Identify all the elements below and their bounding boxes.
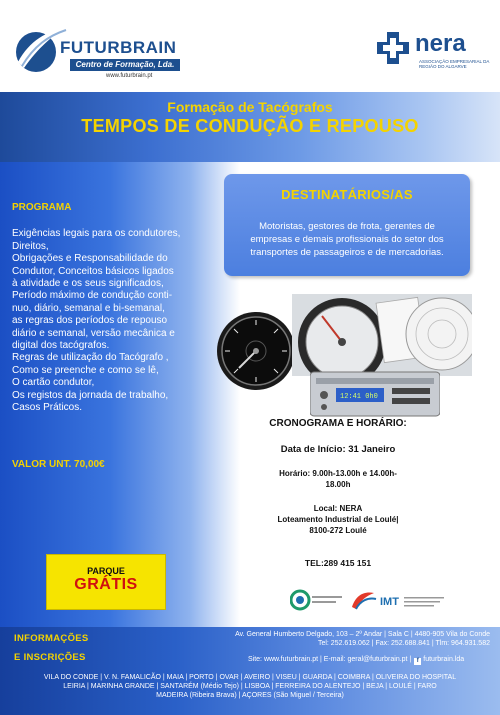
venue-line-2: Loteamento Industrial de Loulé|: [277, 515, 399, 524]
cronograma-heading: CRONOGRAMA E HORÁRIO:: [269, 418, 407, 429]
programa-line: Direitos,: [12, 240, 49, 252]
programa-line: Condutor, Conceitos básicos ligados: [12, 265, 174, 277]
programa-line: Exigências legais para os condutores,: [12, 228, 181, 240]
nera-cross-icon: [375, 30, 411, 66]
schedule-line-1: Horário: 9.00h-13.00h e 14.00h-: [279, 469, 397, 478]
destinatarios-line: empresas e demais profissionais do setor dos: [250, 234, 444, 245]
site-email-text[interactable]: Site: www.futurbrain.pt | E-mail: geral@futurbrain.pt |: [248, 656, 412, 663]
cities-line-3: MADEIRA (Ribeira Brava) | AÇORES (São Miguel / Terceira): [156, 692, 344, 699]
venue-line-1: Local: NERA: [313, 504, 363, 513]
programa-line: Período máximo de condução conti-: [12, 290, 173, 302]
programa-line: as regras dos períodos de repouso: [12, 315, 168, 327]
programa-line: à atividade e os seus significados,: [12, 278, 164, 290]
tachograph-gauge-image: [215, 310, 297, 392]
header: [0, 0, 500, 90]
programa-line: nuo, diário, semanal e bi-semanal,: [12, 302, 165, 314]
venue-line-3: 8100-272 Loulé: [309, 526, 367, 535]
programa-line: digital dos tacógrafos.: [12, 340, 110, 352]
certification-logos: [290, 587, 450, 613]
svg-text:12:41 0h0: 12:41 0h0: [340, 393, 378, 401]
title-band: [0, 92, 500, 162]
cities-line-1: VILA DO CONDE | V. N. FAMALICÃO | MAIA | PORTO | OVAR | AVEIRO | VISEU | GUARDA | COIMBRA | OLIVEIRA DO HOSPITAL: [43, 674, 457, 681]
destinatarios-line: Motoristas, gestores de frota, gerentes de: [259, 221, 435, 232]
svg-text:IMT: IMT: [380, 596, 399, 608]
tachograph-disc-image: [292, 294, 472, 376]
contact-phone: TEL:289 415 151: [304, 558, 372, 568]
futurbrain-subtitle: Centro de Formação, Lda.: [70, 59, 180, 71]
info-heading-line-2: E INSCRIÇÕES: [14, 652, 86, 663]
futurbrain-url: www.futurbrain.pt: [106, 73, 153, 79]
programa-line: Obrigações e Responsabilidade do: [12, 253, 168, 265]
destinatarios-heading: DESTINATÁRIOS/AS: [281, 187, 413, 202]
imt-logo: [352, 593, 444, 609]
facebook-handle[interactable]: futurbrain.lda: [423, 656, 465, 663]
nera-subtitle: ASSOCIAÇÃO EMPRESARIAL DA REGIÃO DO ALGARVE: [419, 59, 490, 69]
futurbrain-name: FUTURBRAIN: [60, 38, 177, 57]
programa-line: Regras de utilização do Tacógrafo ,: [12, 352, 169, 364]
programa-line: Os registos da jornada de trabalho,: [12, 389, 169, 401]
nera-name: nera: [415, 30, 466, 57]
facebook-icon[interactable]: f: [414, 658, 421, 665]
main-panel: [0, 162, 500, 627]
info-heading-line-1: INFORMAÇÕES: [14, 633, 89, 644]
free-parking-badge: [46, 554, 166, 610]
parking-label: PARQUE: [87, 566, 125, 576]
programa-section: [12, 202, 207, 415]
destinatarios-box: [224, 174, 470, 276]
programa-line: Casos Práticos.: [12, 402, 83, 414]
programa-line: diário e semanal, versão mecânica e: [12, 327, 175, 339]
course-subtitle: Formação de Tacógrafos: [167, 99, 333, 115]
footer: [0, 627, 500, 715]
digital-tachograph-image: [310, 370, 440, 418]
parking-free-label: GRÁTIS: [74, 576, 138, 593]
footer-site-email: [248, 656, 464, 665]
cities-line-2: LEIRIA | MARINHA GRANDE | SANTARÉM (Médio Tejo) | LISBOA | FERREIRA DO ALENTEJO | BEJA | LOULÉ | FARO: [63, 683, 437, 690]
futurbrain-logo[interactable]: [12, 22, 182, 82]
programa-heading: PROGRAMA: [12, 202, 72, 213]
unit-price: VALOR UNT. 70,00€: [12, 459, 105, 470]
schedule-line-2: 18.00h: [325, 480, 351, 489]
footer-address: Av. General Humberto Delgado, 103 – 2º Andar | Sala C | 4480-905 Vila do Conde: [235, 631, 490, 638]
nera-logo[interactable]: [375, 30, 493, 88]
programa-line: Como se preenche e como se lê,: [12, 364, 159, 376]
footer-phones: Tel: 252.619.062 | Fax: 252.688.841 | Tlm: 964.931.582: [317, 640, 490, 647]
destinatarios-line: transportes de passageiros e de mercadorias.: [250, 247, 444, 258]
course-title: TEMPOS DE CONDUÇÃO E REPOUSO: [81, 116, 419, 136]
programa-line: O cartão condutor,: [12, 377, 95, 389]
dgert-certified-logo: [291, 591, 342, 609]
start-date: Data de Início: 31 Janeiro: [280, 444, 396, 455]
